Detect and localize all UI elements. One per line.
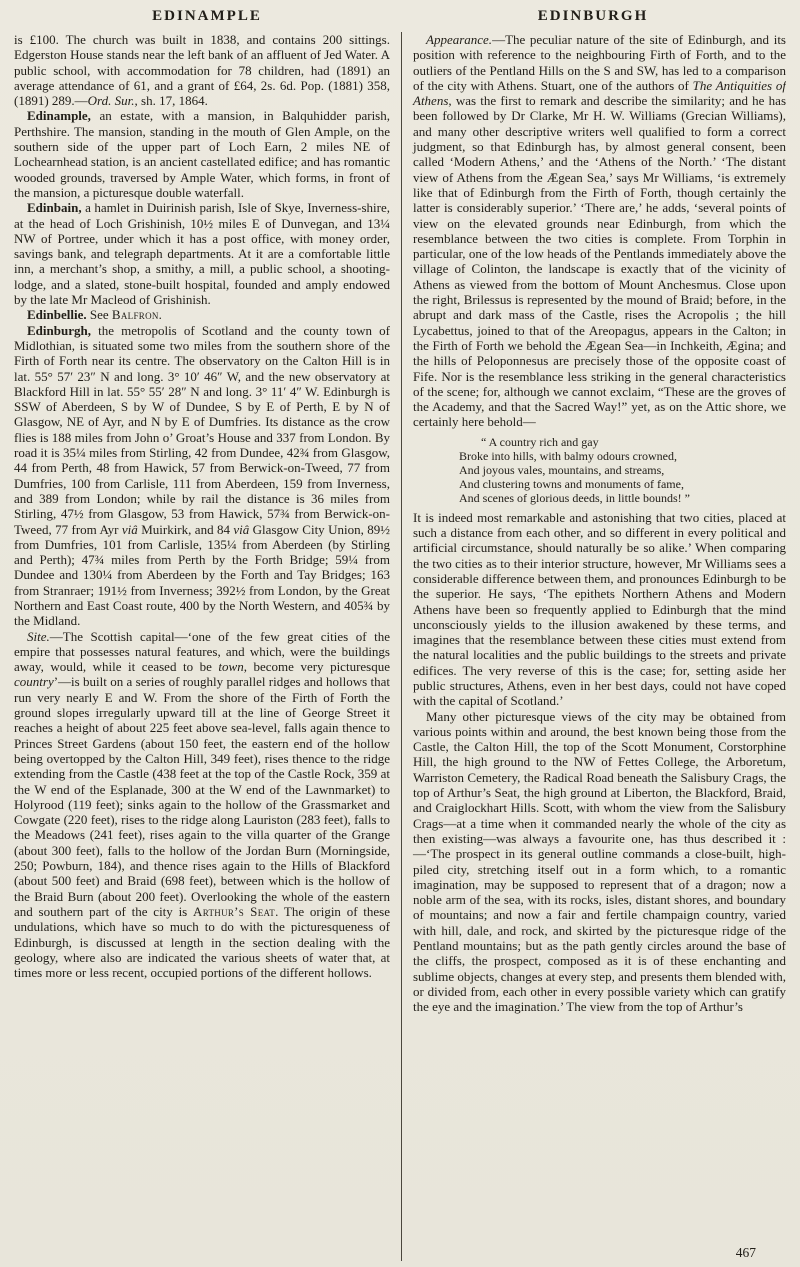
verse-line: And joyous vales, mountains, and streams, <box>459 462 665 477</box>
section-site: Site.—The Scottish capital—‘one of the few great cities of the empire that possesses natural features, and which, were the buildings away, would, while it ceased to be town, become very picturesque country’—is built on a series of roughly parallel ridges and hollows that run very nearly E and W. From the shore of the Firth of Forth the ground slopes irregularly upward till at the line of George Street it reaches a height of about 225 feet above sea-level, falls again thence to Princes Street Gardens (about 150 feet, the eastern end of the hollow being overtopped by the Calton Hill, 349 feet), rises thence to the ridge extending from the Castle (438 feet at the top of the Castle Rock, 359 at the W end of the Esplanade, 300 at the W end of the Lawnmarket) to Holyrood (119 feet); sinks again to the hollow of the Grassmarket and Cowgate (220 feet), rises to the ridge along Lauriston (283 feet), falls to the Meadows (241 feet), rises again to the villa quarter of the Grange (about 300 feet), falls to the hollow of the Jordan Burn (Morningside, 250; Powburn, 184), and thence rises again to the Hills of Blackford (about 500 feet) and Braid (698 feet), between which is the hollow of the Braid Burn (about 200 feet). Overlooking the whole of the eastern and southern part of the city is Arthur’s Seat. The origin of these undulations, which have so much to do with the picturesqueness of Edinburgh, is discussed at length in the section dealing with the geology, where also are indicated the various sheets of water that, at times more or less recent, occupied portions of the different hollows. <box>14 628 391 981</box>
page-number: 467 <box>735 1245 756 1260</box>
entry-edinburgh: Edinburgh, the metropolis of Scotland and the county town of Midlothian, is situated some two miles from the southern shore of the Firth of Forth near its centre. The observatory on the Calton Hill is in lat. 55° 57′ 23″ N and long. 3° 10′ 46″ W, and the new observatory at Blackford Hill in lat. 55° 55′ 28″ N and long. 3° 11′ 4″ W. Edinburgh is SSW of Aberdeen, S by W of Dundee, S by E of Perth, E by N of Glasgow, NE of Ayr, and N by E of Dumfries. Its distance as the crow flies is 188 miles from John o’ Groat’s House and 337 from London. By road it is 35¼ miles from Stirling, 42 from Dundee, 42¾ from Glasgow, 44 from Perth, 48 from Hawick, 57 from Berwick-on-Tweed, 77 from Dumfries, 100 from Carlisle, 111 from Aberdeen, 159 from Inverness, and 389 from London; while by rail the distance is 36 miles from Stirling, 47½ from Glasgow, 53 from Hawick, 57¾ from Berwick-on-Tweed, 77 from Ayr viâ Muirkirk, and 84 viâ Glasgow City Union, 89½ from Dumfries, 101 from Carlisle, 135¼ from Aberdeen (by Stirling and Perth); 47¾ miles from Perth by the Forth Bridge; 59¼ from Dundee and 130¼ from Aberdeen by the Forth and Tay Bridges; 163 from Stranraer; 191½ from Inverness; 392½ from London, by the Great Northern and East Coast route, 400 by the North Western, and 405¾ by the Midland. <box>14 322 390 629</box>
entry-edinample: Edinample, an estate, with a mansion, in Balquhidder parish, Perthshire. The mansion, standing in the mouth of Glen Ample, on the southern side of the upper part of Loch Earn, 2 miles NE of Lochearnhead station, is an ancient castellated edifice; and has romantic wooded grounds, traversed by Ample Water, which forms, in front of the mansion, a picturesque double waterfall. <box>14 108 390 200</box>
running-head-left: EDINAMPLE <box>152 8 262 24</box>
verse-line: And clustering towns and monuments of fame, <box>459 476 684 491</box>
entry-continuation: is £100. The church was built in 1838, and contains 200 sittings. Edgerston House stands near the left bank of an affluent of Jed Water. A public school, with accommodation for 78 children, had (1891) an average attendance of 61, and a grant of £64, 2s. 6d. Pop. (1881) 358, (1891) 289.—Ord. Sur., sh. 17, 1864. <box>14 32 390 109</box>
verse-line: And scenes of glorious deeds, in little bounds! ” <box>459 490 690 505</box>
running-heads <box>14 8 786 28</box>
verse-line: Broke into hills, with balmy odours crowned, <box>459 448 677 463</box>
entry-edinbellie: Edinbellie. See Balfron. <box>27 307 162 323</box>
right-column <box>402 32 786 1261</box>
text-columns <box>14 32 786 1261</box>
verse-line: “ A country rich and gay <box>481 434 599 449</box>
entry-edinbain: Edinbain, a hamlet in Duirinish parish, Isle of Skye, Inverness-shire, at the head of Loch Grishinish, 10½ miles E of Dunvegan, and 13¼ NW of Portree, under which it has a post office, with money order, savings bank, and telegraph departments. At it are a comfortable little inn, a merchant’s shop, a smithy, a mill, a public school, a shooting-lodge, and a slated, stone-built hospital, founded and amply endowed by the late Mr Macleod of Grishinish. <box>14 200 390 308</box>
verse-quote <box>413 435 786 505</box>
running-head-right: EDINBURGH <box>537 8 649 24</box>
paragraph-views: Many other picturesque views of the city may be obtained from various points within and around, the best known being those from the Castle, the Calton Hill, the top of the Scott Monument, Corstorphine Hill, the high ground to the NW of Fettes College, the Arboretum, Warriston Cemetery, the Radical Road beneath the Salisbury Crags, the top of Arthur’s Seat, the high ground at Liberton, the Blackford, Braid, and Craiglockhart Hills. Scott, with whom the view from the Salisbury Crags—at a time when it commanded nearly the whole of the city as then existing—was always a favourite one, has thus described it :—‘The prospect in its general outline commands a close-built, high-piled city, stretching itself out in a form which, to a romantic imagination, may be supposed to represent that of a dragon; now a noble arm of the sea, with its rocks, isles, distant shores, and boundary of mountains; and now a fair and fertile champaign country, varied with hill, dale, and rock, and skirted by the picturesque ridge of the Pentland mountains; but as the path gently circles around the base of the cliffs, the prospect, composed as it is of these enchanting and sublime objects, changes at every step, and presents them blended with, or divided from, each other in every possible variety which can gratify the eye and the imagination.’ The view from the top of Arthur’s <box>413 708 786 1015</box>
paragraph-comparison: It is indeed most remarkable and astonishing that two cities, placed at such a distance from each other, and so different in every political and artificial circumstance, should naturally be so alike.’ When comparing the two cities as to their interior structure, however, Mr Williams sees a considerable difference between them, and pronounces Edinburgh to be the superior. He says, ‘The epithets Northern Athens and Modern Athens have been so frequently applied to Edinburgh that the mind unconsciously yields to the illusion awakened by these terms, and imagines that the resemblance between these cities must extend from the natural localities and the public buildings to the streets and private edifices. The very reverse of this is the case; for, setting aside her public structures, Athens, even in her best days, could not have coped with the capital of Scotland.’ <box>413 509 786 709</box>
section-appearance: Appearance.—The peculiar nature of the site of Edinburgh, and its position with reference to the neighbouring Firth of Forth, and to the outliers of the Pentland Hills on the S and SW, has led to a comparison of the city with Athens. Stuart, one of the authors of The Antiquities of Athens, was the first to remark and describe the similarity; and he has been followed by Dr Clarke, Mr H. W. Williams (Grecian Williams), and many other descriptive writers well qualified to form a correct judgment, so that Edinburgh has, by almost general consent, been called ‘Modern Athens,’ and the ‘Athens of the North.’ ‘The distant view of Athens from the Ægean Sea,’ says Mr Williams, ‘is extremely like that of Edinburgh from the Firth of Forth, though certainly the latter is considerably superior.’ ‘There are,’ he adds, ‘several points of view on the elevated grounds near Edinburgh, from which the resemblance between the two cities is complete. From Torphin in particular, one of the low heads of the Pentlands immediately above the village of Colinton, the landscape is exactly that of the vicinity of Athens as viewed from the bottom of Mount Anchesmus. Close upon the right, Brilessus is represented by the mound of Braid; before, in the abrupt and dark mass of the Castle, rises the Acropolis ; the hill Lycabettus, joined to that of the Areopagus, appears in the Calton; in the Firth of Forth we behold the Ægean Sea—in Inchkeith, Ægina; and the hills of Peloponnesus are precisely those of the opposite coast of Fife. Nor is the resemblance less striking in the general characteristics of the scene; for, although we cannot exclaim, “These are the groves of the Academy, and that the Sacred Way!” yet, as on the Attic shore, we certainly here behold— <box>413 32 786 430</box>
left-column <box>14 32 401 1261</box>
